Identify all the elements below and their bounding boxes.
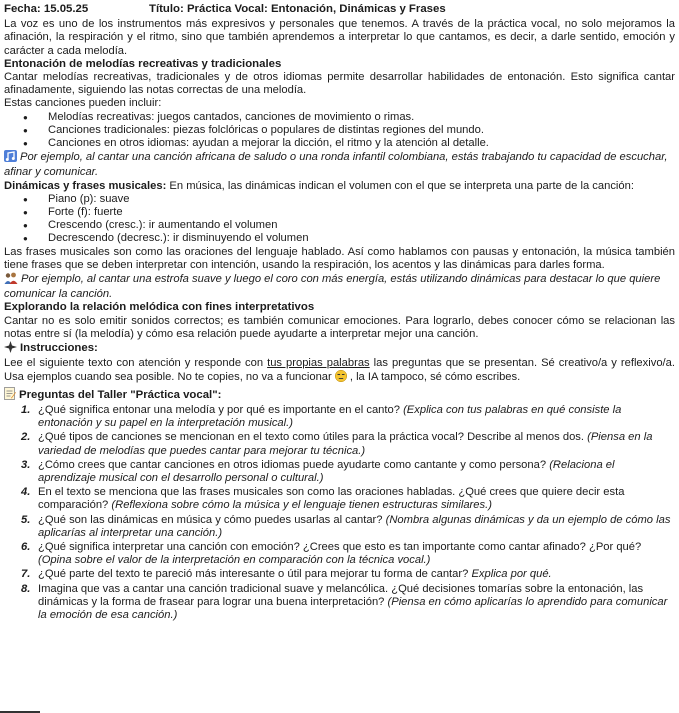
question-item: 7. ¿Qué parte del texto te pareció más interesante o útil para mejorar tu forma de cantar? Explica por qué. [21, 568, 552, 581]
section-heading-dinamicas: Dinámicas y frases musicales: [4, 179, 167, 192]
question-item: 4. En el texto se menciona que las frases musicales son como las oraciones habladas. ¿Qué crees que quiere decir esta comparación? (Reflexiona sobre cómo la música y el lenguaje tienen estructuras similares.) [21, 486, 625, 512]
list-item: ● Piano (p): suave [48, 193, 675, 206]
date: Fecha: 15.05.25 [4, 3, 89, 15]
questions-heading [4, 387, 675, 404]
question-item: 2. ¿Qué tipos de canciones se mencionan en el texto como útiles para la práctica vocal? Describe al menos dos. (Piensa en la variedad de melodías que puedes cantar para mejorar tu técnica.) [21, 431, 653, 457]
questions-list [4, 404, 675, 622]
example-text: Por ejemplo, al cantar una canción africana de saludo o una ronda infantil colombiana, estás trabajando tu capacidad de escuchar, afinar y comunicar. [4, 151, 668, 179]
document-title: Título: Práctica Vocal: Entonación, Dinámicas y Frases [149, 3, 446, 15]
instructions-underlined: tus propias palabras [267, 357, 370, 370]
question-item: 8. Imagina que vas a cantar una canción tradicional suave y melancólica. ¿Qué decisiones tomarías sobre la entonación, las dinámicas y la forma de frasear para lograr una buena interpretación? (Piensa en cómo aplicarías lo aprendido para comunicar la emoción de esa canción.) [21, 582, 668, 621]
dynamics-list [4, 193, 675, 246]
section-heading-relacion: Explorando la relación melódica con fines interpretativos [4, 301, 315, 314]
music-note-icon [4, 150, 17, 166]
memo-icon [4, 387, 16, 404]
instructions-title: Instrucciones: [20, 342, 98, 355]
example-text: Por ejemplo, al cantar una estrofa suave y luego el coro con más energía, estás utilizando dinámicas para destacar lo que quiere comunicar la canción. [4, 273, 661, 301]
instructions-text-c: , la IA tampoco, sé cómo escribes. [349, 371, 521, 384]
choir-icon [4, 272, 18, 288]
phrases-paragraph: Las frases musicales son como las oraciones del lenguaje hablado. Así como hablamos con pausas y entonación, la música también tiene frases que se deben interpretar con intención, usando la respiración, los acentos y las dinámicas para darles forma. [4, 245, 675, 271]
section2-example [4, 272, 675, 301]
instructions-text-b: las preguntas que se presentan. Sé creativo/a y reflexivo/a. Usa ejemplos cuando sea posible. No te copies, no va a funcionar [4, 357, 675, 384]
header [4, 3, 675, 16]
section3-body: Cantar no es solo emitir sonidos correctos; es también comunicar emociones. Para lograrlo, debes conocer cómo se relacionan las notas entre sí (la melodía) y cómo esa relación puede ayudarte a interpretar mejor una canción. [4, 314, 675, 340]
section2-body: En música, las dinámicas indican el volumen con el que se interpreta una parte de la canción: [166, 179, 634, 192]
instructions-text-a: Lee el siguiente texto con atención y responde con [4, 357, 268, 370]
question-item: 5. ¿Qué son las dinámicas en música y cómo puedes usarlas al cantar? (Nombra algunas dinámicas y da un ejemplo de cómo las aplicarías al interpretar una canción.) [21, 513, 671, 539]
question-item: 3. ¿Cómo crees que cantar canciones en otros idiomas puede ayudarte como cantante y como persona? (Relaciona el aprendizaje musical con el desarrollo personal o cultural.) [21, 458, 615, 484]
unamused-face-icon [335, 370, 347, 386]
instructions-heading [4, 341, 675, 357]
list-item: ● Canciones tradicionales: piezas folclóricas o populares de distintas regiones del mundo. [48, 124, 675, 137]
list-item: ● Crescendo (cresc.): ir aumentando el volumen [48, 219, 675, 232]
question-item: 6. ¿Qué significa interpretar una canción con emoción? ¿Crees que esto es tan importante como cantar afinado? ¿Por qué? (Opina sobre el valor de la interpretación en comparación con la técnica vocal.) [21, 540, 642, 567]
section2-paragraph [4, 180, 675, 193]
song-types-list [4, 111, 675, 151]
instructions-body [4, 357, 675, 386]
list-item: ● Forte (f): fuerte [48, 206, 675, 219]
sparkle-icon [4, 341, 17, 357]
question-item: 1. ¿Qué significa entonar una melodía y por qué es importante en el canto? (Explica con tus palabras en qué consiste la entonación y su papel en la interpretación musical.) [21, 403, 622, 430]
intro-paragraph: La voz es uno de los instrumentos más expresivos y personales que tenemos. A través de la práctica vocal, no solo mejoramos la afinación, la respiración y el ritmo, sino que también aprendemos a interpretar lo que cantamos, es decir, a darle sentido, emoción y carácter a cada melodía. [4, 18, 675, 57]
section1-body: Cantar melodías recreativas, tradicionales y de otros idiomas permite desarrollar habilidades de entonación. Esto significa cantar afinadamente, siguiendo las notas correctas de una melodía. [4, 71, 675, 97]
list-item: ● Melodías recreativas: juegos cantados, canciones de movimiento o rimas. [48, 111, 675, 124]
section1-example [4, 150, 675, 179]
section1-list-intro: Estas canciones pueden incluir: [4, 97, 162, 110]
section-heading-entonacion: Entonación de melodías recreativas y tradicionales [4, 57, 282, 70]
questions-title: Preguntas del Taller "Práctica vocal": [19, 388, 222, 401]
list-item: ● Decrescendo (decresc.): ir disminuyendo el volumen [48, 232, 675, 245]
list-item: ● Canciones en otros idiomas: ayudan a mejorar la dicción, el ritmo y la atención al detalle. [48, 137, 675, 150]
